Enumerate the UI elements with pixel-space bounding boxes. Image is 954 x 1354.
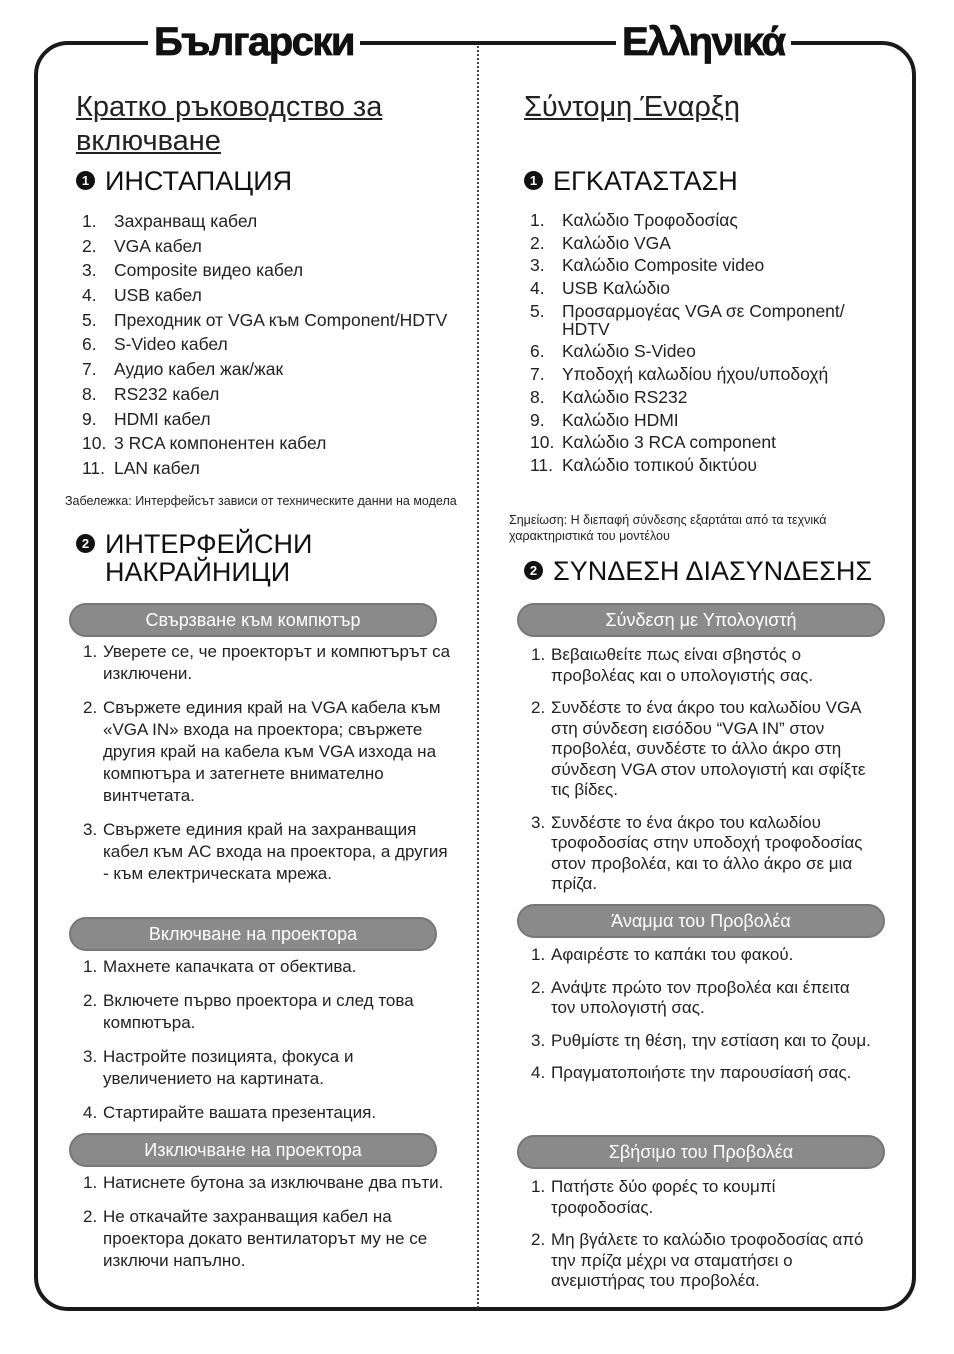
list-item-text: USB кабел bbox=[114, 285, 202, 306]
list-item-text: Συνδέστε το ένα άκρο του καλωδίου VGA στη σύνδεση εισόδου “VGA IN” στον προβολέα, συνδέστε το άλλο άκρο στη σύνδεση VGA στον υπολογιστή και σφίξτε τις βίδες. bbox=[551, 698, 866, 799]
list-item-text: RS232 кабел bbox=[114, 383, 220, 404]
list-item-text: 3 RCA компонентен кабел bbox=[114, 433, 327, 454]
steps-power-on-el bbox=[531, 945, 876, 1096]
list-item-text: Ανάψτε πρώτο τον προβολέα και έπειτα τον υπολογιστή σας. bbox=[551, 977, 850, 1017]
note-text: Η διεπαφή σύνδεσης εξαρτάται από τα τεχνικά χαρακτηριστικά του μοντέλου bbox=[509, 513, 827, 543]
list-item-text: Προσαρμογέας VGA σε Component/ HDTV bbox=[562, 300, 845, 339]
pill-connect-computer-el: Σύνδεση με Υπολογιστή bbox=[517, 603, 885, 637]
list-item bbox=[83, 1046, 453, 1090]
list-item-text: VGA кабел bbox=[114, 235, 202, 256]
list-item-text: Ρυθμίστε τη θέση, την εστίαση και το ζουμ. bbox=[551, 1030, 871, 1050]
column-divider bbox=[477, 46, 479, 1308]
list-item-text: Πατήστε δύο φορές το κουμπί τροφοδοσίας. bbox=[551, 1177, 776, 1217]
steps-power-off-el bbox=[531, 1177, 876, 1304]
list-item bbox=[82, 409, 472, 429]
list-item-text: Πραγματοποιήστε την παρουσίασή σας. bbox=[551, 1063, 852, 1082]
number-one-icon: 1 bbox=[76, 171, 95, 190]
list-item-number: 1. bbox=[531, 945, 546, 964]
list-item-text: HDMI кабел bbox=[114, 408, 211, 429]
list-item-number: 1. bbox=[531, 1177, 546, 1196]
list-item-number: 9. bbox=[82, 408, 97, 429]
section-heading-connectors-el bbox=[524, 557, 904, 585]
list-item bbox=[530, 411, 880, 429]
list-item-number: 2. bbox=[83, 991, 98, 1010]
list-item-number: 1. bbox=[530, 210, 545, 230]
list-item-number: 2. bbox=[83, 698, 98, 717]
note-text: Интерфейсът зависи от техническите данни на модела bbox=[135, 494, 457, 508]
list-item bbox=[82, 384, 472, 404]
note-bulgarian bbox=[65, 493, 465, 509]
list-item bbox=[530, 365, 880, 383]
list-item bbox=[83, 641, 453, 685]
list-item bbox=[82, 458, 472, 478]
list-item-text: Καλώδιο RS232 bbox=[562, 386, 688, 407]
list-item-number: 6. bbox=[82, 334, 97, 355]
list-item bbox=[531, 645, 876, 686]
list-item-number: 11. bbox=[530, 454, 554, 475]
list-item-number: 8. bbox=[82, 383, 97, 404]
section-heading-installation-bg bbox=[76, 167, 292, 195]
list-item-number: 10. bbox=[82, 433, 107, 454]
list-item-text: Не откачайте захранващия кабел на проектора докато вентилаторът му не се изключи напълно. bbox=[103, 1207, 428, 1270]
section-title: ΣΥΝΔΕΣΗ ΔΙΑΣΥΝΔΕΣΗΣ bbox=[553, 556, 873, 586]
list-item bbox=[83, 1206, 453, 1272]
steps-connect-computer-bg bbox=[83, 641, 453, 897]
list-item bbox=[82, 211, 472, 231]
list-item-text: LAN кабел bbox=[114, 457, 200, 478]
list-item-text: Αφαιρέστε το καπάκι του φακού. bbox=[551, 945, 794, 964]
list-item-text: Καλώδιο S-Video bbox=[562, 341, 696, 362]
lang-title-bulgarian: Български bbox=[148, 16, 360, 68]
list-item bbox=[83, 819, 453, 885]
list-item bbox=[83, 1102, 453, 1124]
list-item-number: 1. bbox=[531, 645, 546, 664]
number-one-icon: 1 bbox=[524, 171, 543, 190]
list-item-number: 1. bbox=[83, 1173, 98, 1192]
doc-title-bulgarian: Кратко ръководство за включване bbox=[76, 91, 383, 157]
pill-power-on-bg: Включване на проектора bbox=[69, 917, 437, 951]
list-item-text: Свържете единия край на захранващия кабел към AC входа на проектора, а другия - към електрическата мрежа. bbox=[103, 820, 448, 883]
number-two-icon: 2 bbox=[76, 534, 95, 553]
list-item-number: 2. bbox=[531, 977, 546, 997]
list-item bbox=[531, 1063, 876, 1084]
list-item bbox=[530, 279, 880, 297]
list-item-number: 2. bbox=[530, 232, 545, 253]
list-item-text: Καλώδιο 3 RCA component bbox=[562, 432, 776, 453]
list-item bbox=[530, 256, 880, 274]
list-item bbox=[82, 236, 472, 256]
list-item-text: Μη βγάλετε το καλώδιο τροφοδοσίας από την πρίζα μέχρι να σταματήσει ο ανεμιστήρας του προβολέα. bbox=[551, 1230, 864, 1290]
section-heading-installation-el bbox=[524, 167, 738, 195]
pill-power-off-el: Σβήσιμο του Προβολέα bbox=[517, 1135, 885, 1169]
list-item-number: 2. bbox=[83, 1207, 98, 1226]
list-item-text: Захранващ кабел bbox=[114, 211, 258, 231]
list-item-number: 7. bbox=[82, 359, 97, 380]
list-item-text: Καλώδιο VGA bbox=[562, 232, 671, 253]
list-item bbox=[530, 234, 880, 252]
list-item-text: Аудио кабел жак/жак bbox=[114, 359, 284, 380]
section-title: ИНСТАПАЦИЯ bbox=[105, 166, 293, 196]
list-item bbox=[83, 990, 453, 1034]
note-label: Σημείωση: bbox=[509, 513, 568, 527]
list-item-number: 6. bbox=[530, 341, 545, 362]
steps-connect-computer-el bbox=[531, 645, 876, 907]
pill-power-off-bg: Изключване на проектора bbox=[69, 1133, 437, 1167]
note-label: Забележка: bbox=[65, 494, 132, 508]
cable-list-greek bbox=[530, 211, 880, 479]
list-item-text: USB Καλώδιο bbox=[562, 278, 670, 299]
list-item-number: 3. bbox=[83, 1047, 98, 1066]
list-item-number: 1. bbox=[83, 957, 98, 976]
section-title: ΕΓΚΑΤΑΣΤΑΣΗ bbox=[553, 166, 738, 196]
list-item bbox=[530, 211, 880, 229]
list-item-number: 3. bbox=[531, 1030, 546, 1050]
steps-power-on-bg bbox=[83, 956, 453, 1136]
list-item-text: Καλώδιο Τροφοδοσίας bbox=[562, 210, 738, 230]
list-item bbox=[531, 1230, 876, 1292]
lang-title-greek: Ελληνικά bbox=[616, 16, 791, 68]
list-item-text: Свържете единия край на VGA кабела към «VGA IN» входа на проектора; свържете другия край на кабела към VGA изхода на компютъра и затегнете внимателно винтчетата. bbox=[103, 698, 441, 805]
list-item bbox=[531, 1031, 876, 1052]
list-item-number: 1. bbox=[82, 211, 97, 231]
list-item bbox=[531, 1177, 876, 1218]
list-item-number: 8. bbox=[530, 386, 545, 407]
list-item bbox=[82, 334, 472, 354]
list-item bbox=[83, 697, 453, 807]
list-item-number: 4. bbox=[531, 1063, 546, 1082]
list-item-number: 1. bbox=[83, 642, 98, 661]
list-item bbox=[530, 433, 880, 451]
list-item-number: 5. bbox=[530, 300, 545, 321]
list-item bbox=[531, 945, 876, 966]
list-item-text: Συνδέστε το ένα άκρο του καλωδίου τροφοδοσίας στην υποδοχή τροφοδοσίας στον προβολέα, και το άλλο άκρο σε μια πρίζα. bbox=[551, 812, 863, 893]
list-item bbox=[530, 302, 880, 338]
pill-connect-computer-bg: Свързване към компютър bbox=[69, 603, 437, 637]
list-item-text: Βεβαιωθείτε πως είναι σβηστός ο προβολέας και ο υπολογιστής σας. bbox=[551, 645, 814, 685]
section-title: ИНТЕРФЕЙСНИ НАКРАЙНИЦИ bbox=[105, 529, 313, 587]
list-item-text: Включете първо проектора и след това компютъра. bbox=[103, 991, 414, 1032]
list-item-text: Καλώδιο τοπικού δικτύου bbox=[562, 454, 757, 475]
list-item bbox=[82, 359, 472, 379]
list-item-text: Стартирайте вашата презентация. bbox=[103, 1103, 377, 1122]
list-item bbox=[530, 388, 880, 406]
note-greek bbox=[509, 512, 909, 544]
list-item-text: Composite видео кабел bbox=[114, 260, 304, 281]
list-item bbox=[82, 310, 472, 330]
number-two-icon: 2 bbox=[524, 561, 543, 580]
list-item bbox=[530, 342, 880, 360]
list-item-number: 2. bbox=[531, 698, 546, 717]
list-item bbox=[531, 698, 876, 801]
list-item-number: 10. bbox=[530, 432, 555, 453]
list-item bbox=[83, 1172, 453, 1194]
list-item-number: 3. bbox=[82, 260, 97, 281]
list-item bbox=[82, 260, 472, 280]
list-item-number: 2. bbox=[531, 1230, 546, 1249]
list-item-number: 3. bbox=[530, 255, 545, 276]
list-item bbox=[82, 285, 472, 305]
list-item bbox=[531, 813, 876, 895]
list-item-number: 2. bbox=[82, 235, 97, 256]
list-item-number: 7. bbox=[530, 364, 545, 385]
list-item-text: S-Video кабел bbox=[114, 334, 228, 355]
list-item-text: Καλώδιο HDMI bbox=[562, 409, 679, 430]
list-item bbox=[530, 456, 880, 474]
list-item-number: 5. bbox=[82, 309, 97, 330]
list-item bbox=[82, 433, 472, 453]
doc-title-greek: Σύντομη Έναρξη bbox=[524, 91, 740, 123]
list-item-number: 3. bbox=[531, 812, 546, 832]
list-item-number: 11. bbox=[82, 457, 106, 478]
pill-power-on-el: Άναμμα του Προβολέα bbox=[517, 904, 885, 938]
list-item-text: Υποδοχή καλωδίου ήχου/υποδοχή bbox=[562, 364, 829, 385]
cable-list-bulgarian bbox=[82, 211, 472, 483]
list-item-number: 3. bbox=[83, 820, 98, 839]
list-item-text: Καλώδιο Composite video bbox=[562, 255, 765, 276]
list-item bbox=[531, 978, 876, 1019]
list-item-number: 9. bbox=[530, 409, 545, 430]
list-item-number: 4. bbox=[82, 285, 97, 306]
list-item-text: Уверете се, че проекторът и компютърът са изключени. bbox=[103, 642, 451, 683]
list-item-text: Махнете капачката от обектива. bbox=[103, 957, 357, 976]
section-heading-connectors-bg bbox=[76, 530, 376, 586]
list-item-text: Настройте позицията, фокуса и увеличението на картината. bbox=[103, 1047, 354, 1088]
list-item-text: Преходник от VGA към Component/HDTV bbox=[114, 309, 448, 330]
list-item-number: 4. bbox=[530, 278, 545, 299]
list-item-text: Натиснете бутона за изключване два пъти. bbox=[103, 1173, 444, 1192]
list-item-number: 4. bbox=[83, 1103, 98, 1122]
list-item bbox=[83, 956, 453, 978]
steps-power-off-bg bbox=[83, 1172, 453, 1284]
